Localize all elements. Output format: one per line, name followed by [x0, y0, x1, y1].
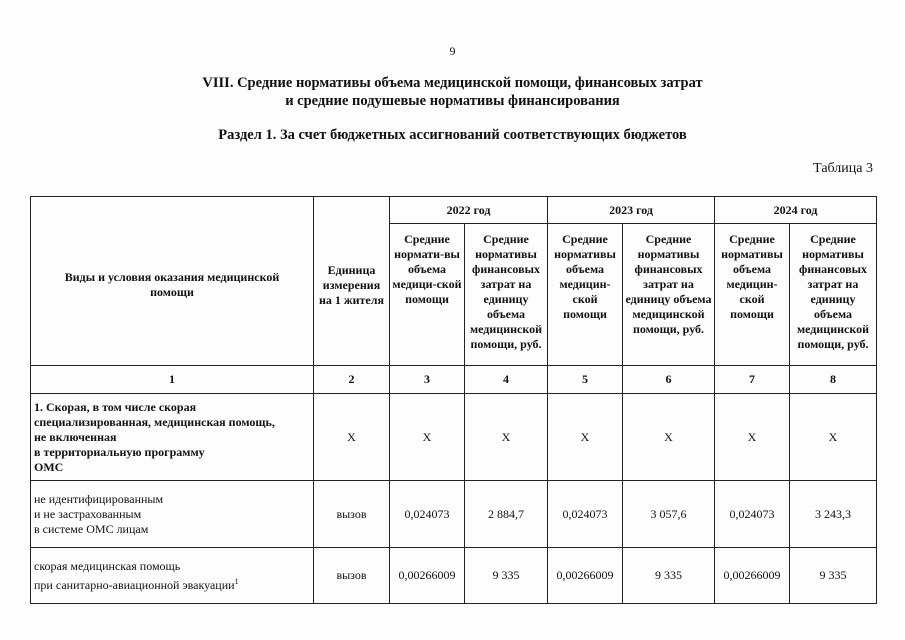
header-volume-2024: Средние нормативы объема медицин-ской помощи	[715, 224, 790, 366]
header-year-2024: 2024 год	[715, 197, 877, 224]
column-number-row	[31, 366, 877, 394]
section-title: Раздел 1. За счет бюджетных ассигнований соответствующих бюджетов	[218, 127, 687, 143]
table-row	[31, 481, 877, 548]
column-number: 1	[31, 366, 314, 394]
cell-value: Х	[623, 394, 715, 481]
title-line-2: и средние подушевые нормативы финансирования	[285, 93, 620, 109]
row-label: 1. Скорая, в том числе скорая специализированная, медицинская помощь, не включенная в территориальную программу ОМС	[31, 394, 314, 481]
cell-value: Х	[715, 394, 790, 481]
row-label: скорая медицинская помощь при санитарно-авиационной эвакуации$^1$	[31, 548, 314, 604]
column-number: 8	[790, 366, 877, 394]
cell-value: 0,024073	[715, 481, 790, 548]
cell-value: 3 057,6	[623, 481, 715, 548]
column-number: 2	[314, 366, 390, 394]
document-title	[0, 74, 905, 110]
table-row	[31, 548, 877, 604]
cell-value: 0,00266009	[715, 548, 790, 604]
title-line-1: VIII. Средние нормативы объема медицинской помощи, финансовых затрат	[202, 75, 703, 91]
cell-value: 9 335	[623, 548, 715, 604]
column-number: 5	[548, 366, 623, 394]
cell-value: 0,00266009	[390, 548, 465, 604]
cell-value: 9 335	[465, 548, 548, 604]
column-number: 7	[715, 366, 790, 394]
header-unit: Единица измерения на 1 жителя	[314, 197, 390, 366]
cell-value: 2 884,7	[465, 481, 548, 548]
page-number: 9	[449, 44, 456, 58]
header-row-years	[31, 197, 877, 224]
norms-table	[30, 196, 877, 604]
cell-value: Х	[548, 394, 623, 481]
row-unit: вызов	[314, 548, 390, 604]
cell-value: Х	[465, 394, 548, 481]
table-label: Таблица 3	[813, 161, 873, 176]
cell-value: 0,024073	[548, 481, 623, 548]
cell-value: 0,024073	[390, 481, 465, 548]
header-cost-2023: Средние нормативы финансовых затрат на единицу объема медицинской помощи, руб.	[623, 224, 715, 366]
column-number: 4	[465, 366, 548, 394]
cell-value: 0,00266009	[548, 548, 623, 604]
header-cost-2024: Средние нормативы финансовых затрат на единицу объема медицинской помощи, руб.	[790, 224, 877, 366]
footnote-marker: 1	[234, 576, 239, 586]
column-number: 6	[623, 366, 715, 394]
cell-value: Х	[790, 394, 877, 481]
cell-value: 3 243,3	[790, 481, 877, 548]
table-row	[31, 394, 877, 481]
cell-value: Х	[390, 394, 465, 481]
row-unit: Х	[314, 394, 390, 481]
header-year-2022: 2022 год	[390, 197, 548, 224]
header-volume-2023: Средние нормативы объема медицин-ской помощи	[548, 224, 623, 366]
column-number: 3	[390, 366, 465, 394]
header-types: Виды и условия оказания медицинской помощи	[31, 197, 314, 366]
header-cost-2022: Средние нормативы финансовых затрат на единицу объема медицинской помощи, руб.	[465, 224, 548, 366]
row-unit: вызов	[314, 481, 390, 548]
header-year-2023: 2023 год	[548, 197, 715, 224]
header-volume-2022: Средние нормати-вы объема медици-ской помощи	[390, 224, 465, 366]
cell-value: 9 335	[790, 548, 877, 604]
row-label: не идентифицированным и не застрахованным в системе ОМС лицам	[31, 481, 314, 548]
